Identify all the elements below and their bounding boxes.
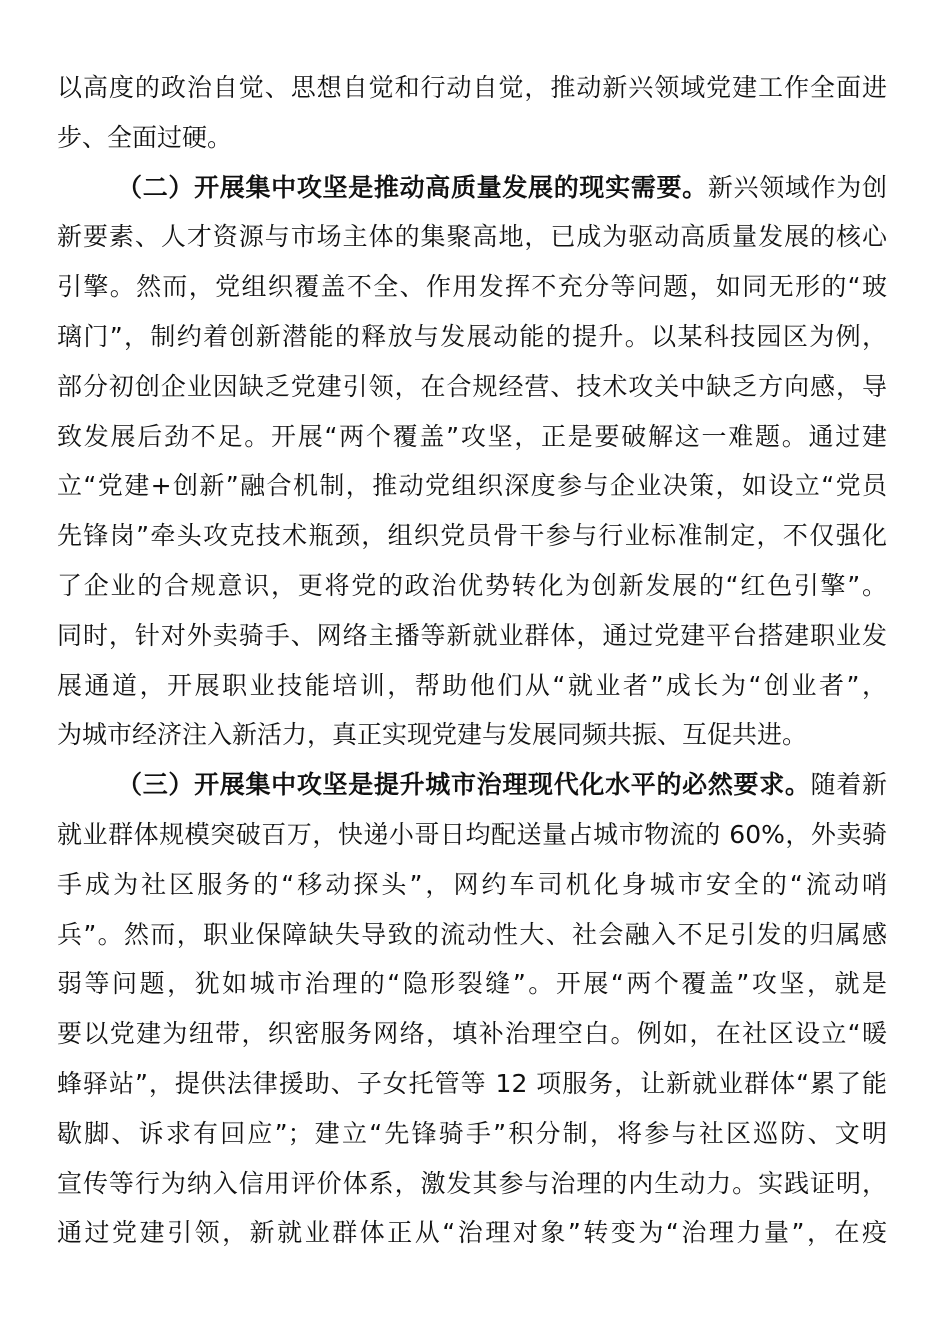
paragraph-3-line-9: 宣传等行为纳入信用评价体系，激发其参与治理的内生动力。实践证明， [57, 1168, 887, 1198]
paragraph-2-lead-text: 新兴领域作为创 [707, 172, 887, 202]
paragraph-2-line-11: 展通道，开展职业技能培训，帮助他们从“就业者”成长为“创业者”， [57, 670, 887, 700]
paragraph-1-line-1: 以高度的政治自觉、思想自觉和行动自觉，推动新兴领域党建工作全面进 [57, 73, 887, 102]
paragraph-2-line-9: 了企业的合规意识，更将党的政治优势转化为创新发展的“红色引擎”。 [57, 570, 887, 600]
paragraph-2-line-8: 先锋岗”牵头攻克技术瓶颈，组织党员骨干参与行业标准制定，不仅强化 [57, 521, 887, 551]
paragraph-2-line-3: 引擎。然而，党组织覆盖不全、作用发挥不充分等问题，如同无形的“玻 [57, 272, 887, 302]
section-3-heading: （三）开展集中攻坚是提升城市治理现代化水平的必然要求。 [117, 770, 811, 800]
paragraph-3-line-1 [57, 760, 887, 810]
paragraph-2-line-1 [57, 163, 887, 213]
paragraph-3-line-8: 歇脚、诉求有回应”；建立“先锋骑手”积分制，将参与社区巡防、文明 [57, 1118, 887, 1148]
paragraph-3-line-7: 蜂驿站”，提供法律援助、子女托管等 12 项服务，让新就业群体“累了能 [57, 1068, 887, 1098]
paragraph-1-line-2: 步、全面过硬。 [57, 122, 233, 152]
paragraph-3-line-6: 要以党建为纽带，织密服务网络，填补治理空白。例如，在社区设立“暖 [57, 1019, 887, 1049]
paragraph-2-line-7: 立“党建+创新”融合机制，推动党组织深度参与企业决策，如设立“党员 [57, 471, 887, 501]
document-page [57, 63, 887, 1258]
paragraph-2-line-5: 部分初创企业因缺乏党建引领，在合规经营、技术攻关中缺乏方向感，导 [57, 371, 887, 401]
paragraph-2-line-12: 为城市经济注入新活力，真正实现党建与发展同频共振、互促共进。 [57, 720, 808, 750]
section-2-heading: （二）开展集中攻坚是推动高质量发展的现实需要。 [117, 172, 708, 202]
paragraph-3-line-10: 通过党建引领，新就业群体正从“治理对象”转变为“治理力量”，在疫 [57, 1218, 887, 1248]
paragraph-2-line-4: 璃门”，制约着创新潜能的释放与发展动能的提升。以某科技园区为例， [57, 321, 887, 351]
paragraph-2-line-10: 同时，针对外卖骑手、网络主播等新就业群体，通过党建平台搭建职业发 [57, 620, 887, 650]
paragraph-3-line-3: 手成为社区服务的“移动探头”，网约车司机化身城市安全的“流动哨 [57, 869, 887, 899]
paragraph-3-line-4: 兵”。然而，职业保障缺失导致的流动性大、社会融入不足引发的归属感 [57, 919, 887, 949]
paragraph-3-line-5: 弱等问题，犹如城市治理的“隐形裂缝”。开展“两个覆盖”攻坚，就是 [57, 969, 887, 999]
paragraph-3-lead-text: 随着新 [810, 770, 887, 800]
paragraph-2-line-2: 新要素、人才资源与市场主体的集聚高地，已成为驱动高质量发展的核心 [57, 222, 887, 252]
paragraph-3-line-2: 就业群体规模突破百万，快递小哥日均配送量占城市物流的 60%，外卖骑 [57, 819, 887, 849]
paragraph-2-line-6: 致发展后劲不足。开展“两个覆盖”攻坚，正是要破解这一难题。通过建 [57, 421, 887, 451]
